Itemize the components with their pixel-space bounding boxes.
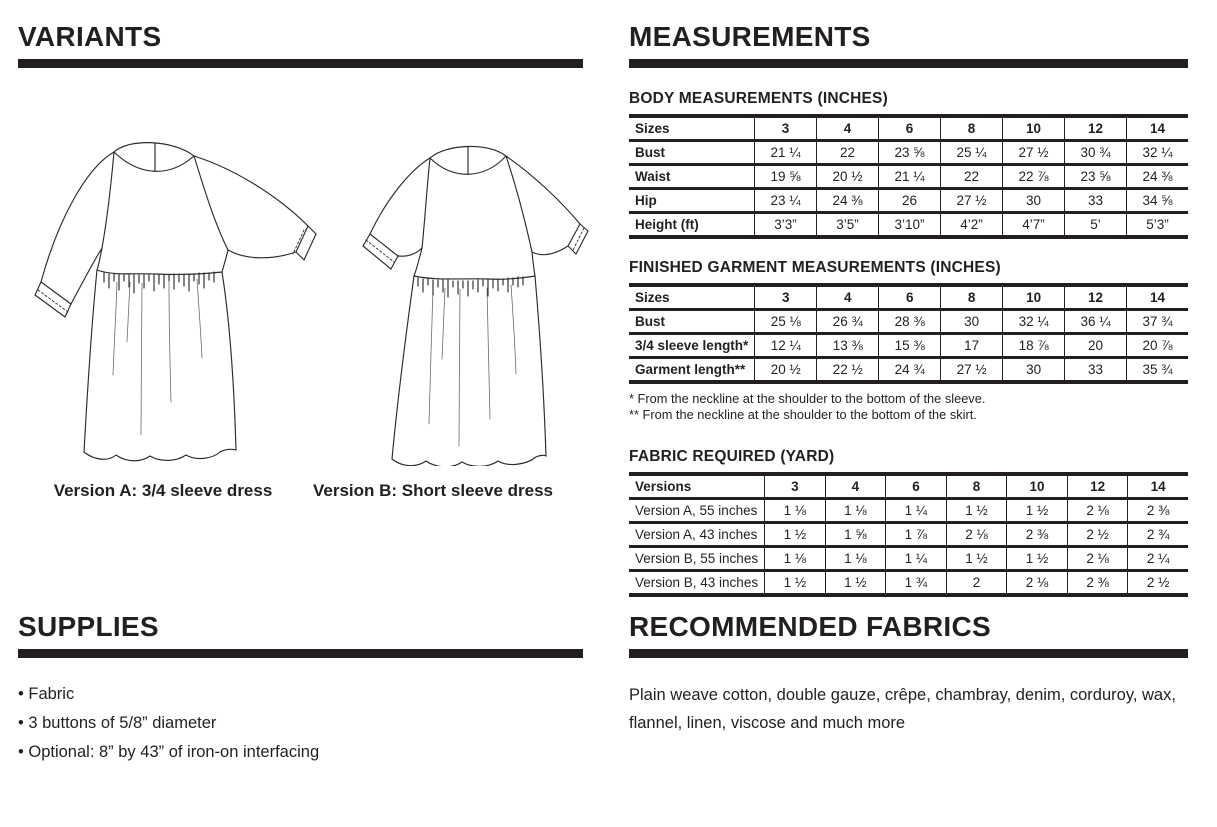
value-cell: 27 ½ [941,189,1003,213]
value-cell: 33 [1065,189,1127,213]
value-cell: 2 [946,571,1007,596]
dress-a-left-sleeve [35,152,114,317]
value-cell: 23 ¼ [755,189,817,213]
footnote: * From the neckline at the shoulder to the bottom of the sleeve. [629,391,986,406]
value-cell: 21 ¼ [879,165,941,189]
version-a-caption: Version A: 3/4 sleeve dress [53,481,273,500]
value-cell: 2 ⅜ [1128,499,1188,523]
finished-garment-footnotes [629,391,1188,422]
row-label: Version A, 55 inches [629,499,765,523]
size-column-header: 6 [886,474,947,499]
value-cell: 5’3” [1127,213,1189,238]
body-measurements-table [629,114,1188,239]
value-cell: 1 ¼ [886,499,947,523]
value-cell: 24 ⅜ [817,189,879,213]
table-row [629,310,1188,334]
value-cell: 23 ⅝ [1065,165,1127,189]
value-cell: 24 ¾ [879,358,941,383]
row-label: Hip [629,189,755,213]
table-row [629,499,1188,523]
value-cell: 26 [879,189,941,213]
size-column-header: 4 [825,474,886,499]
dress-short-sleeve-illustration [348,134,593,466]
size-column-header: 4 [817,116,879,141]
value-cell: 2 ⅛ [946,523,1007,547]
dress-a-skirt [84,270,236,461]
value-cell: 2 ¾ [1128,523,1188,547]
dress-b-skirt [392,276,546,466]
variants-rule [18,59,583,68]
value-cell: 26 ¾ [817,310,879,334]
value-cell: 34 ⅝ [1127,189,1189,213]
row-label: 3/4 sleeve length* [629,334,755,358]
row-label: Version B, 43 inches [629,571,765,596]
measurements-section [629,22,1188,597]
finished-garment-table [629,283,1188,384]
size-column-header: 3 [755,116,817,141]
measurements-rule [629,59,1188,68]
size-column-header: 4 [817,285,879,310]
fabric-required-heading: FABRIC REQUIRED (YARD) [629,448,835,465]
value-cell: 1 ⅝ [825,523,886,547]
footnote: ** From the neckline at the shoulder to the bottom of the skirt. [629,406,977,422]
table-row [629,358,1188,383]
supplies-list [18,680,583,767]
dress-b-right-sleeve [506,156,588,255]
value-cell: 30 [941,310,1003,334]
body-measurements-heading: BODY MEASUREMENTS (INCHES) [629,90,888,107]
value-cell: 2 ½ [1067,523,1128,547]
size-column-header: 14 [1128,474,1188,499]
value-cell: 23 ⅝ [879,141,941,165]
value-cell: 24 ⅜ [1127,165,1189,189]
table-header-row [629,285,1188,310]
value-cell: 18 ⅞ [1003,334,1065,358]
row-label: Bust [629,141,755,165]
row-label: Waist [629,165,755,189]
value-cell: 25 ⅛ [755,310,817,334]
value-cell: 5’ [1065,213,1127,238]
value-cell: 32 ¼ [1127,141,1189,165]
size-column-header: 10 [1007,474,1068,499]
value-cell: 22 ⅞ [1003,165,1065,189]
value-cell: 36 ¼ [1065,310,1127,334]
row-label: Bust [629,310,755,334]
value-cell: 1 ⅞ [886,523,947,547]
variants-title: VARIANTS [18,21,162,52]
value-cell: 25 ¼ [941,141,1003,165]
value-cell: 1 ½ [765,523,826,547]
value-cell: 1 ¾ [886,571,947,596]
value-cell: 32 ¼ [1003,310,1065,334]
value-cell: 4’2” [941,213,1003,238]
value-cell: 22 [817,141,879,165]
size-column-header: 12 [1065,285,1127,310]
column-header-label: Sizes [629,116,755,141]
dress-b-bodice [414,156,535,279]
value-cell: 15 ⅜ [879,334,941,358]
table-row [629,547,1188,571]
value-cell: 37 ¾ [1127,310,1188,334]
recommended-fabrics-rule [629,649,1188,658]
dress-three-quarter-sleeve-illustration [14,130,326,464]
size-column-header: 3 [765,474,826,499]
value-cell: 22 [941,165,1003,189]
value-cell: 1 ½ [825,571,886,596]
size-column-header: 12 [1067,474,1128,499]
size-column-header: 6 [879,116,941,141]
table-row [629,334,1188,358]
value-cell: 1 ¼ [886,547,947,571]
column-header-label: Sizes [629,285,755,310]
variants-section [18,21,583,500]
value-cell: 35 ¾ [1127,358,1188,383]
value-cell: 12 ¼ [755,334,817,358]
row-label: Height (ft) [629,213,755,238]
table-row [629,141,1188,165]
dress-a-right-sleeve [194,156,316,260]
row-label: Version A, 43 inches [629,523,765,547]
size-column-header: 14 [1127,285,1188,310]
value-cell: 21 ¼ [755,141,817,165]
value-cell: 2 ¼ [1128,547,1188,571]
table-row [629,571,1188,596]
value-cell: 20 [1065,334,1127,358]
value-cell: 30 [1003,358,1065,383]
value-cell: 19 ⅝ [755,165,817,189]
value-cell: 13 ⅜ [817,334,879,358]
value-cell: 2 ⅛ [1067,499,1128,523]
value-cell: 28 ⅜ [879,310,941,334]
value-cell: 30 [1003,189,1065,213]
row-label: Garment length** [629,358,755,383]
variant-figures [18,68,583,498]
table-row [629,213,1188,238]
table-row [629,189,1188,213]
value-cell: 17 [941,334,1003,358]
size-column-header: 10 [1003,116,1065,141]
value-cell: 33 [1065,358,1127,383]
value-cell: 2 ⅛ [1007,571,1068,596]
supply-item: • 3 buttons of 5/8” diameter [18,709,583,738]
supplies-rule [18,649,583,658]
value-cell: 3’5” [817,213,879,238]
value-cell: 1 ½ [946,499,1007,523]
supply-item: • Optional: 8” by 43” of iron-on interfacing [18,738,583,767]
value-cell: 1 ½ [765,571,826,596]
size-column-header: 8 [941,285,1003,310]
supplies-title: SUPPLIES [18,611,159,642]
value-cell: 1 ½ [1007,547,1068,571]
supplies-section [18,612,583,767]
value-cell: 4’7” [1003,213,1065,238]
size-column-header: 14 [1127,116,1189,141]
recommended-fabrics-section [629,612,1188,737]
value-cell: 20 ½ [817,165,879,189]
value-cell: 27 ½ [1003,141,1065,165]
value-cell: 2 ⅜ [1007,523,1068,547]
finished-garment-heading: FINISHED GARMENT MEASUREMENTS (INCHES) [629,259,1001,276]
value-cell: 1 ½ [1007,499,1068,523]
value-cell: 20 ½ [755,358,817,383]
value-cell: 1 ⅛ [765,499,826,523]
value-cell: 3’10” [879,213,941,238]
version-b-caption: Version B: Short sleeve dress [313,481,553,500]
dress-b-left-sleeve [363,158,430,269]
dress-a-neck [114,143,194,172]
row-label: Version B, 55 inches [629,547,765,571]
table-row [629,165,1188,189]
value-cell: 1 ⅛ [825,499,886,523]
value-cell: 1 ⅛ [825,547,886,571]
value-cell: 20 ⅞ [1127,334,1188,358]
size-column-header: 10 [1003,285,1065,310]
supply-item: • Fabric [18,680,583,709]
value-cell: 22 ½ [817,358,879,383]
value-cell: 2 ⅛ [1067,547,1128,571]
table-header-row [629,116,1188,141]
fabric-required-table [629,472,1188,597]
dress-b-neck [430,146,506,174]
value-cell: 3’3” [755,213,817,238]
table-header-row [629,474,1188,499]
value-cell: 1 ⅛ [765,547,826,571]
table-row [629,523,1188,547]
size-column-header: 8 [941,116,1003,141]
size-column-header: 6 [879,285,941,310]
column-header-label: Versions [629,474,765,499]
size-column-header: 3 [755,285,817,310]
value-cell: 1 ½ [946,547,1007,571]
recommended-fabrics-text: Plain weave cotton, double gauze, crêpe, chambray, denim, corduroy, wax, flannel, linen, viscose and much more [629,686,1176,732]
value-cell: 30 ¾ [1065,141,1127,165]
size-column-header: 8 [946,474,1007,499]
value-cell: 27 ½ [941,358,1003,383]
measurements-title: MEASUREMENTS [629,21,871,52]
recommended-fabrics-title: RECOMMENDED FABRICS [629,611,991,642]
dress-a-bodice [97,152,228,274]
value-cell: 2 ⅜ [1067,571,1128,596]
value-cell: 2 ½ [1128,571,1188,596]
size-column-header: 12 [1065,116,1127,141]
